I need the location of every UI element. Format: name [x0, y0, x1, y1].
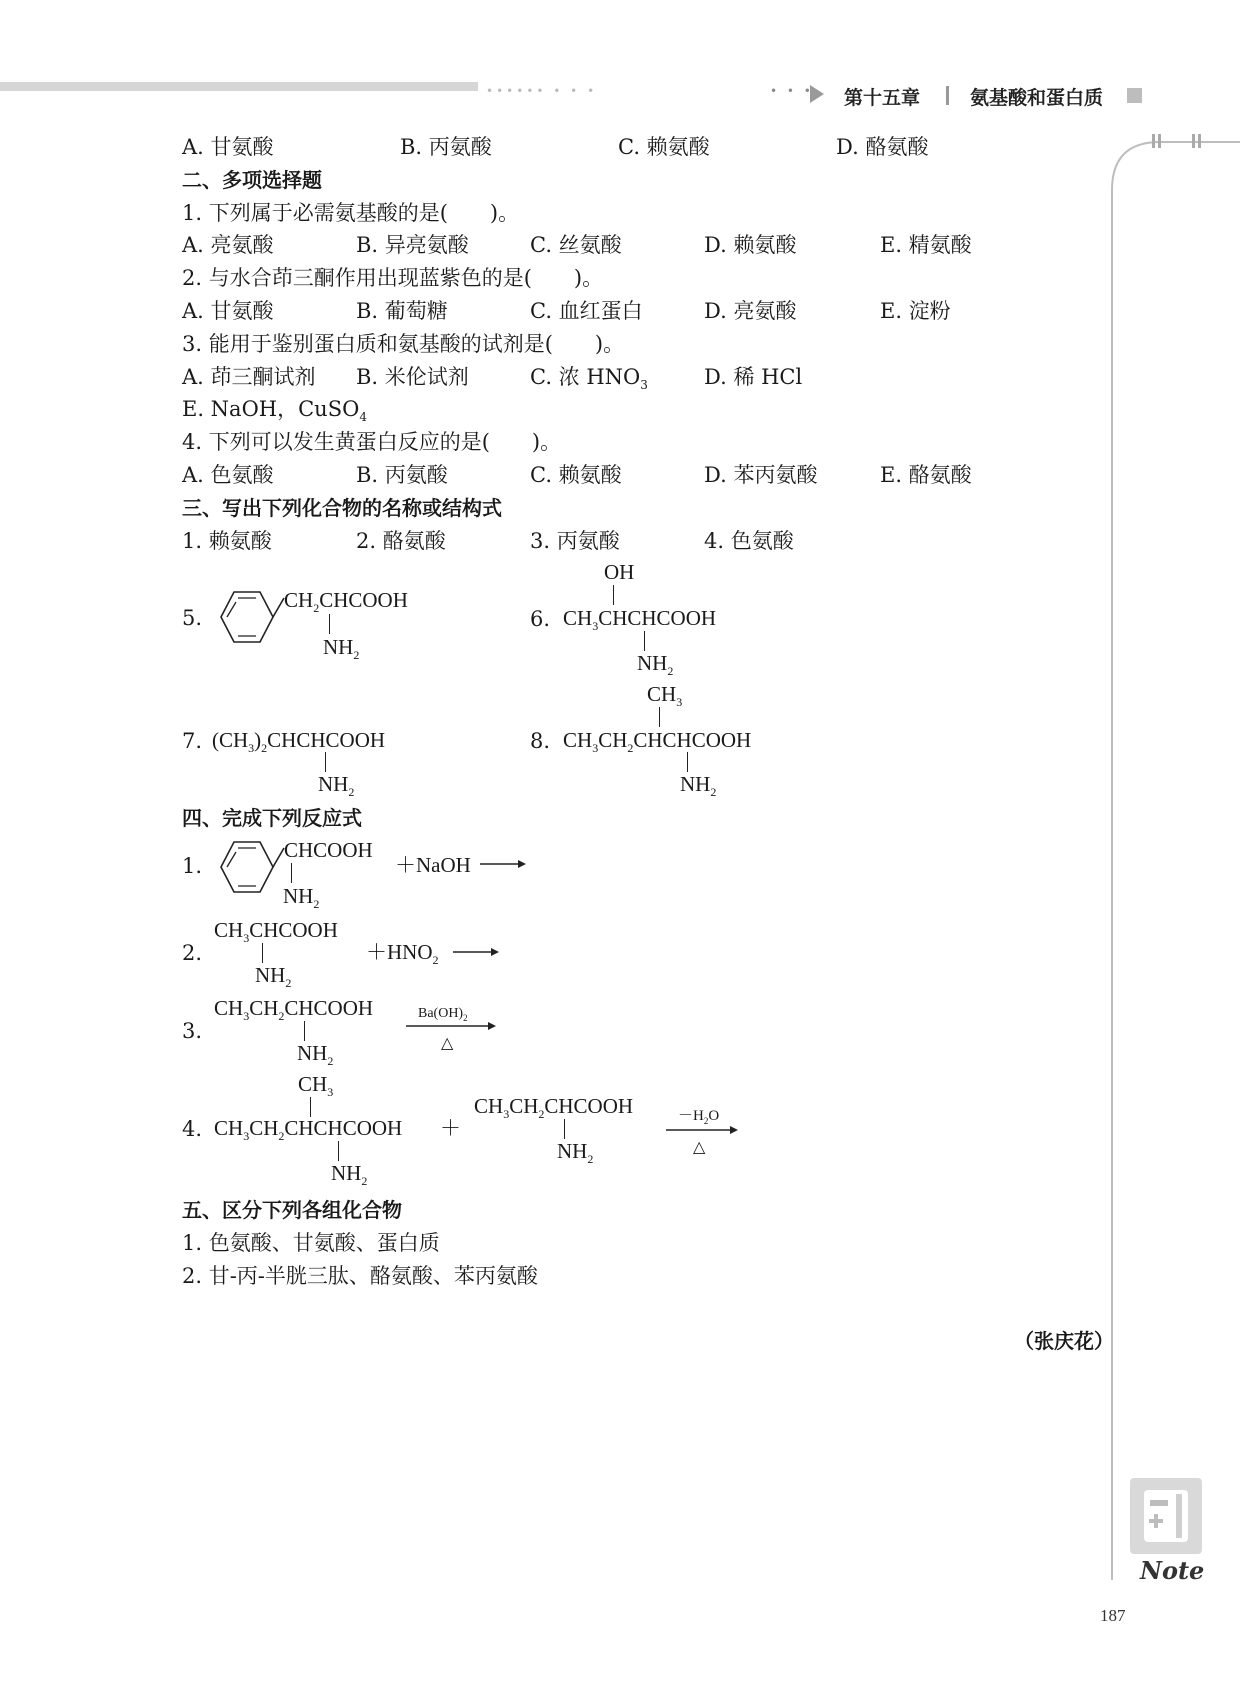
list-item: 1. 色氨酸、甘氨酸、蛋白质 — [182, 1231, 440, 1255]
option-d: D. 亮氨酸 — [704, 299, 797, 323]
bond-line — [659, 707, 660, 727]
triangle-icon: △ — [693, 1137, 706, 1156]
notebook-icon — [1140, 1488, 1194, 1544]
list-item: 4. 色氨酸 — [704, 529, 794, 553]
formula-text: $CH_3$ — [647, 682, 683, 710]
formula-text: $NH_2$ — [557, 1139, 594, 1167]
formula-text: $NH_2$ — [323, 635, 360, 663]
option-a: A. 色氨酸 — [182, 463, 274, 487]
list-item: 2. 甘-丙-半胱三肽、酪氨酸、苯丙氨酸 — [182, 1264, 538, 1288]
option-a: A. 茚三酮试剂 — [182, 365, 316, 389]
arrow-right-icon — [480, 858, 526, 870]
reagent-text: ＋NaOH — [395, 853, 471, 877]
item-number: 7. — [182, 729, 203, 753]
section-title: 二、多项选择题 — [182, 168, 322, 192]
question-stem: 3. 能用于鉴别蛋白质和氨基酸的试剂是( )。 — [182, 332, 625, 356]
formula-text: $NH_2$ — [255, 963, 292, 991]
formula-text: $NH_2$ — [680, 772, 717, 800]
question-stem: 4. 下列可以发生黄蛋白反应的是( )。 — [182, 430, 562, 454]
list-item: 1. 赖氨酸 — [182, 529, 272, 553]
note-label: Note — [1140, 1556, 1205, 1585]
option-b: B. 异亮氨酸 — [356, 233, 469, 257]
bond-line — [687, 752, 688, 772]
header-arrow-dots: • • • — [770, 84, 814, 98]
page-number: 187 — [1100, 1606, 1126, 1625]
formula-text: $NH_2$ — [331, 1161, 368, 1189]
option-e: E. NaOH，CuSO$_4$ — [182, 397, 367, 425]
option-c: C. 赖氨酸 — [530, 463, 622, 487]
bond-line — [329, 614, 330, 634]
item-number: 6. — [530, 607, 551, 631]
bond-line — [310, 1097, 311, 1117]
formula-text: $CH_3CH_2CHCOOH$ — [474, 1094, 634, 1122]
formula-text: OH — [604, 560, 635, 584]
formula-text: $CH_3CH_2CHCHCOOH$ — [214, 1116, 403, 1144]
formula-text: $CH_3CHCHCOOH$ — [563, 606, 717, 634]
option-d: D. 稀 HCl — [704, 365, 803, 389]
chapter-title: 氨基酸和蛋白质 — [970, 87, 1104, 109]
formula-text: $NH_2$ — [297, 1041, 334, 1069]
plus-sign: ＋ — [440, 1116, 461, 1140]
bond-line — [304, 1021, 305, 1041]
section-title: 五、区分下列各组化合物 — [182, 1198, 402, 1222]
formula-text: $(CH_3)_2CHCHCOOH$ — [212, 728, 386, 756]
question-stem: 1. 下列属于必需氨基酸的是( )。 — [182, 201, 520, 225]
formula-text: $NH_2$ — [318, 772, 355, 800]
margin-rule — [1100, 130, 1240, 1590]
option-a: A. 甘氨酸 — [182, 299, 274, 323]
option-a: A. 亮氨酸 — [182, 233, 274, 257]
formula-text: $CH_3CH_2CHCOOH$ — [214, 996, 374, 1024]
formula-text: $CH_3CH_2CHCHCOOH$ — [563, 728, 752, 756]
formula-text: $CH_3$ — [298, 1072, 334, 1100]
option-e: E. 酪氨酸 — [880, 463, 972, 487]
list-item: 3. 丙氨酸 — [530, 529, 620, 553]
option-d: D. 酪氨酸 — [836, 135, 929, 159]
bond-line — [325, 752, 326, 772]
item-number: 1. — [182, 854, 203, 878]
header-square-icon — [1127, 88, 1142, 103]
condition-text: $-H_2O$ — [678, 1108, 720, 1126]
arrow-right-icon — [406, 1020, 496, 1032]
header-separator — [946, 86, 949, 105]
arrow-right-icon — [666, 1124, 738, 1136]
list-item: 2. 酪氨酸 — [356, 529, 446, 553]
option-e: E. 精氨酸 — [880, 233, 972, 257]
item-number: 2. — [182, 941, 203, 965]
option-b: B. 米伦试剂 — [356, 365, 469, 389]
reagent-text: $+HNO_2$ — [366, 940, 439, 968]
triangle-icon: △ — [441, 1033, 454, 1052]
formula-text: $NH_2$ — [637, 651, 674, 679]
author: （张庆花） — [1014, 1329, 1114, 1353]
formula-text: $CH_2CHCOOH$ — [284, 588, 408, 616]
option-b: B. 丙氨酸 — [356, 463, 448, 487]
option-d: D. 赖氨酸 — [704, 233, 797, 257]
item-number: 3. — [182, 1019, 203, 1043]
option-a: A. 甘氨酸 — [182, 135, 274, 159]
option-c: C. 丝氨酸 — [530, 233, 622, 257]
chapter-label: 第十五章 — [844, 87, 921, 109]
section-title: 四、完成下列反应式 — [182, 806, 362, 830]
option-e: E. 淀粉 — [880, 299, 951, 323]
option-b: B. 葡萄糖 — [356, 299, 448, 323]
item-number: 8. — [530, 729, 551, 753]
item-number: 5. — [182, 606, 203, 630]
option-b: B. 丙氨酸 — [400, 135, 492, 159]
header-dots: •••••• • • • — [486, 84, 598, 98]
benzene-ring-icon — [212, 838, 282, 902]
option-c: C. 赖氨酸 — [618, 135, 710, 159]
section-title: 三、写出下列化合物的名称或结构式 — [182, 496, 502, 520]
question-stem: 2. 与水合茚三酮作用出现蓝紫色的是( )。 — [182, 266, 604, 290]
condition-text: $Ba(OH)_2$ — [418, 1006, 468, 1023]
bond-line — [613, 585, 614, 605]
item-number: 4. — [182, 1117, 203, 1141]
bond-line — [291, 863, 292, 883]
formula-text: $CH_3CHCOOH$ — [214, 918, 338, 946]
benzene-ring-icon — [212, 588, 282, 652]
arrow-right-icon — [453, 946, 499, 958]
formula-text: CHCOOH — [284, 838, 373, 862]
option-d: D. 苯丙氨酸 — [704, 463, 818, 487]
bond-line — [338, 1141, 339, 1161]
bond-line — [644, 631, 645, 651]
chevron-right-icon — [810, 85, 824, 103]
bond-line — [564, 1119, 565, 1139]
option-c: C. 浓 $HNO_3$ — [530, 365, 648, 393]
option-c: C. 血红蛋白 — [530, 299, 643, 323]
bond-line — [262, 943, 263, 963]
header-bar — [0, 82, 478, 91]
formula-text: $NH_2$ — [283, 884, 320, 912]
